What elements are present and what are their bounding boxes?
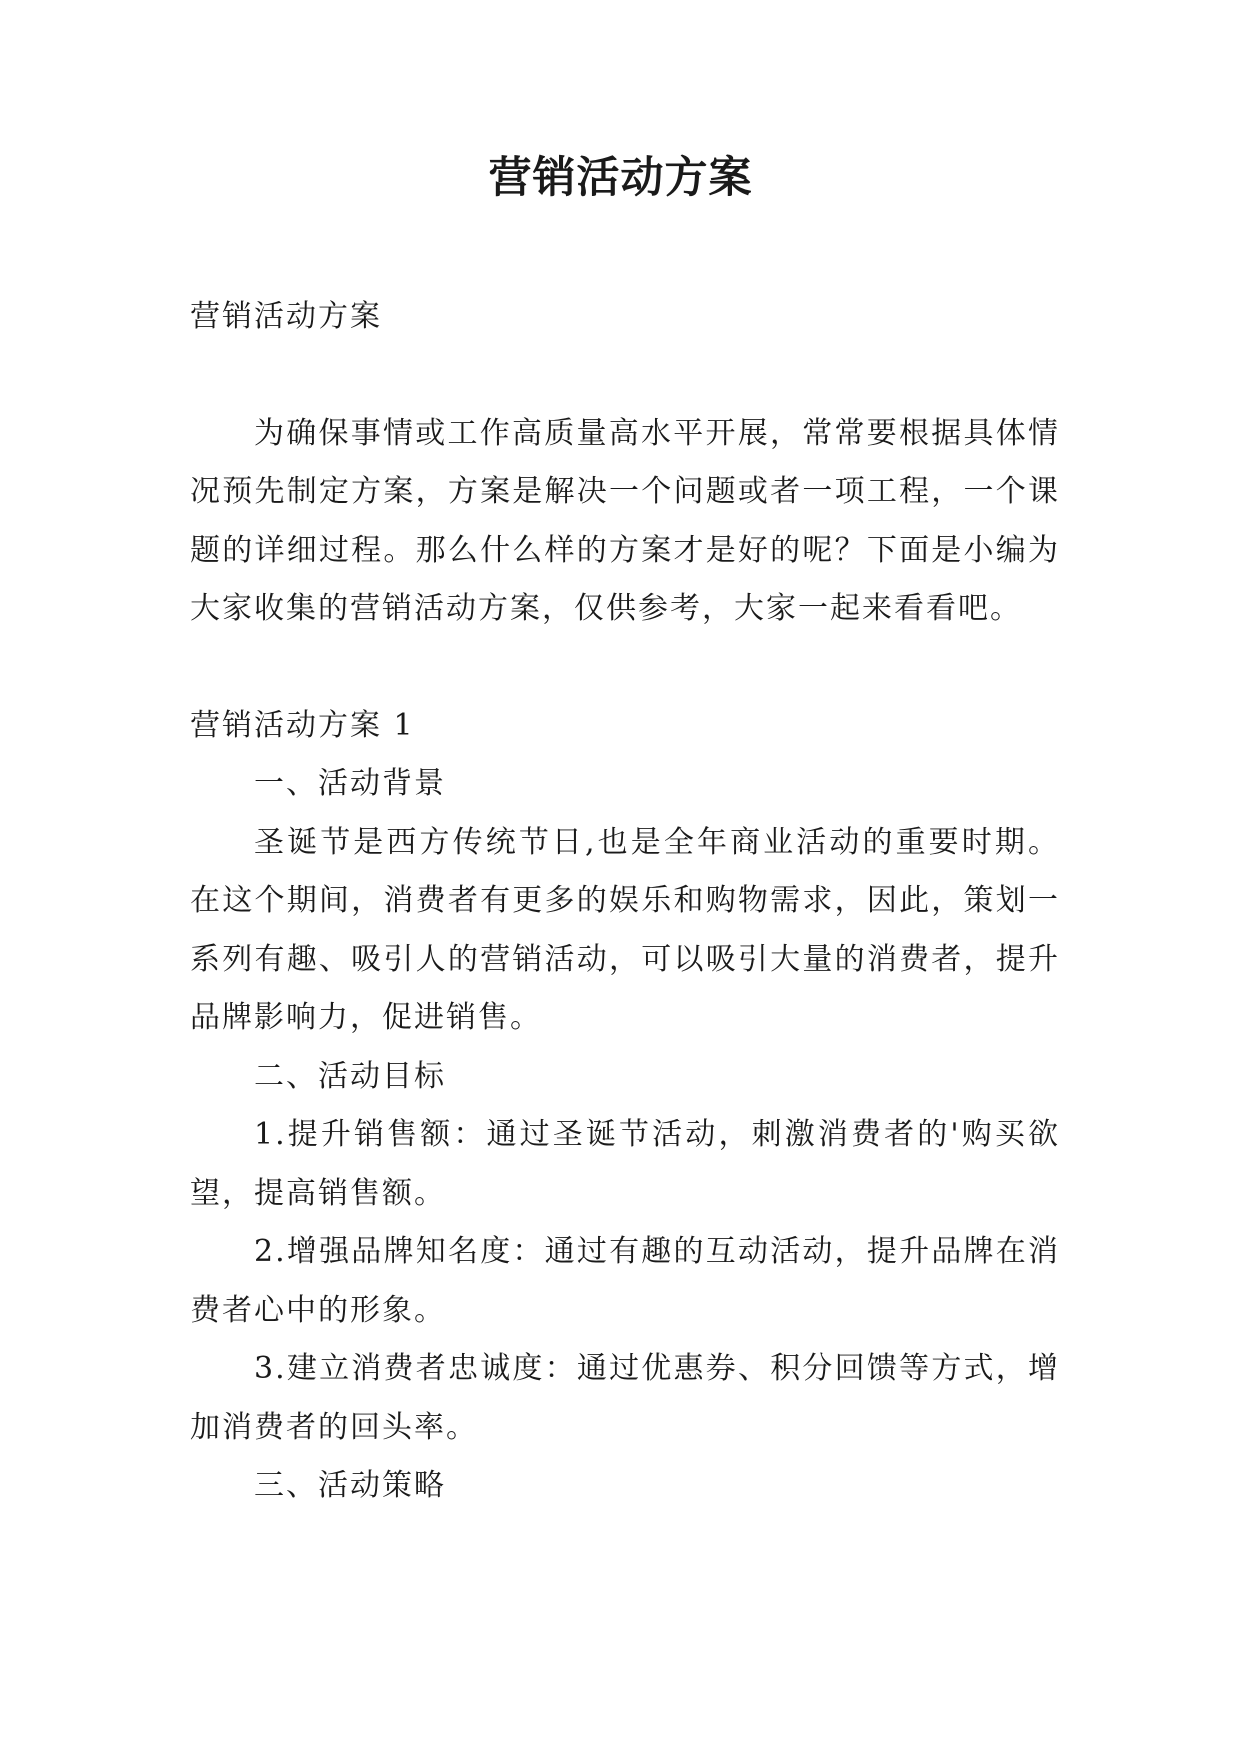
spacer	[190, 347, 1060, 405]
paragraph-background: 圣诞节是西方传统节日,也是全年商业活动的重要时期。在这个期间，消费者有更多的娱乐和购物需求，因此，策划一系列有趣、吸引人的营销活动，可以吸引大量的消费者，提升品牌影响力，促进销售。	[190, 824, 1060, 1035]
heading-background: 一、活动背景	[254, 766, 446, 801]
heading-goals: 二、活动目标	[254, 1058, 446, 1094]
intro-paragraph: 为确保事情或工作高质量高水平开展，常常要根据具体情况预先制定方案，方案是解决一个问题或者一项工程，一个课题的详细过程。那么什么样的方案才是好的呢？下面是小编为大家收集的营销活动方案，仅供参考，大家一起来看看吧。	[190, 415, 1060, 626]
goal-item-2: 2.增强品牌知名度：通过有趣的互动活动，提升品牌在消费者心中的形象。	[190, 1234, 1060, 1328]
document-body	[190, 288, 1060, 1516]
goal-item-3: 3.建立消费者忠诚度：通过优惠券、积分回馈等方式，增加消费者的回头率。	[190, 1351, 1060, 1445]
document-title: 营销活动方案	[488, 153, 753, 203]
heading-strategy: 三、活动策略	[254, 1468, 446, 1503]
spacer	[190, 639, 1060, 697]
section-title: 营销活动方案 1	[190, 707, 415, 743]
document-subtitle: 营销活动方案	[190, 299, 382, 334]
goal-item-1: 1.提升销售额：通过圣诞节活动，刺激消费者的'购买欲望，提高销售额。	[190, 1117, 1060, 1211]
